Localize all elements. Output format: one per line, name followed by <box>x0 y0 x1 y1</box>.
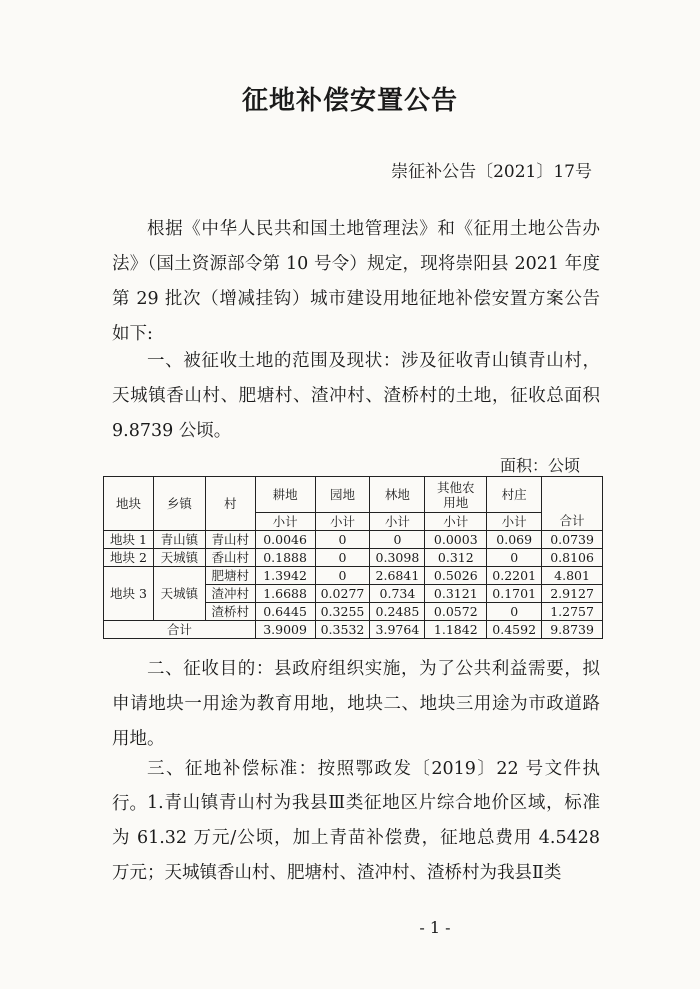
cell-town: 青山镇 <box>153 531 205 549</box>
header-block: 地块 <box>104 477 154 531</box>
table-row <box>104 531 603 549</box>
cell-total: 0.8106 <box>542 549 603 567</box>
cell-farmland: 1.3942 <box>255 567 315 585</box>
cell-garden: 0 <box>315 531 370 549</box>
paragraph-purpose: 二、征收目的：县政府组织实施，为了公共利益需要，拟申请地块一用途为教育用地，地块二、地块三用途为市政道路用地。 <box>112 659 600 749</box>
table-row <box>104 549 603 567</box>
cell-forest: 0.734 <box>370 585 425 603</box>
document-number: 崇征补公告〔2021〕17号 <box>391 162 592 182</box>
cell-farmland: 0.6445 <box>255 603 315 621</box>
subtotal-label: 小计 <box>315 513 370 531</box>
paragraph-detail: 1.青山镇青山村为我县Ⅲ类征地区片综合地价区域，标准为 61.32 万元/公顷，加上青苗补偿费，征地总费用 4.5428 万元；天城镇香山村、肥塘村、渣冲村、渣桥村为我县Ⅱ类 <box>112 793 600 883</box>
paragraph-standard: 三、征地补偿标准：按照鄂政发〔2019〕22 号文件执行。 <box>112 759 600 814</box>
table-unit-label: 面积：公顷 <box>499 456 580 475</box>
document-title: 征地补偿安置公告 <box>241 86 458 116</box>
cell-forest: 0.2485 <box>370 603 425 621</box>
subtotal-label: 小计 <box>370 513 425 531</box>
header-settlement: 村庄 <box>487 477 542 513</box>
header-other-ag: 其他农 用地 <box>425 477 487 513</box>
cell-block: 地块 3 <box>104 567 154 621</box>
cell-block: 地块 1 <box>104 531 154 549</box>
cell-forest: 0.3098 <box>370 549 425 567</box>
cell-farmland: 0.1888 <box>255 549 315 567</box>
cell-settlement: 0.069 <box>487 531 542 549</box>
cell-total: 4.801 <box>542 567 603 585</box>
cell-town: 天城镇 <box>153 567 205 621</box>
sum-garden: 0.3532 <box>315 621 370 639</box>
cell-farmland: 1.6688 <box>255 585 315 603</box>
cell-garden: 0 <box>315 549 370 567</box>
paragraph-intro: 根据《中华人民共和国土地管理法》和《征用土地公告办法》（国土资源部令第 10 号令）规定，现将崇阳县 2021 年度第 29 批次（增减挂钩）城市建设用地征地补偿安置方案公告如下: <box>112 219 600 344</box>
cell-other: 0.312 <box>425 549 487 567</box>
cell-forest: 0 <box>370 531 425 549</box>
total-label: 合计 <box>542 513 603 531</box>
cell-settlement: 0 <box>487 549 542 567</box>
cell-village: 青山村 <box>205 531 255 549</box>
cell-other: 0.5026 <box>425 567 487 585</box>
cell-village: 香山村 <box>205 549 255 567</box>
subtotal-label: 小计 <box>487 513 542 531</box>
sum-farmland: 3.9009 <box>255 621 315 639</box>
sum-label: 合计 <box>104 621 256 639</box>
cell-garden: 0 <box>315 567 370 585</box>
cell-farmland: 0.0046 <box>255 531 315 549</box>
cell-garden: 0.0277 <box>315 585 370 603</box>
sum-other: 1.1842 <box>425 621 487 639</box>
cell-total: 2.9127 <box>542 585 603 603</box>
cell-village: 渣冲村 <box>205 585 255 603</box>
cell-other: 0.0572 <box>425 603 487 621</box>
page-number: - 1 - <box>419 918 451 937</box>
cell-other: 0.0003 <box>425 531 487 549</box>
cell-settlement: 0.1701 <box>487 585 542 603</box>
table-sum-row <box>104 621 603 639</box>
cell-garden: 0.3255 <box>315 603 370 621</box>
cell-total: 1.2757 <box>542 603 603 621</box>
cell-village: 肥塘村 <box>205 567 255 585</box>
cell-block: 地块 2 <box>104 549 154 567</box>
cell-town: 天城镇 <box>153 549 205 567</box>
sum-total: 9.8739 <box>542 621 603 639</box>
header-village: 村 <box>205 477 255 531</box>
header-forest: 林地 <box>370 477 425 513</box>
cell-other: 0.3121 <box>425 585 487 603</box>
cell-village: 渣桥村 <box>205 603 255 621</box>
paragraph-scope: 一、被征收土地的范围及现状：涉及征收青山镇青山村，天城镇香山村、肥塘村、渣冲村、渣桥村的土地，征收总面积 9.8739 公顷。 <box>112 351 600 441</box>
header-town: 乡镇 <box>153 477 205 531</box>
cell-settlement: 0 <box>487 603 542 621</box>
cell-settlement: 0.2201 <box>487 567 542 585</box>
table-header-row <box>104 477 603 513</box>
subtotal-label: 小计 <box>425 513 487 531</box>
cell-forest: 2.6841 <box>370 567 425 585</box>
header-garden: 园地 <box>315 477 370 513</box>
header-blank <box>542 477 603 513</box>
cell-total: 0.0739 <box>542 531 603 549</box>
header-farmland: 耕地 <box>255 477 315 513</box>
sum-forest: 3.9764 <box>370 621 425 639</box>
land-table <box>103 476 603 639</box>
sum-settlement: 0.4592 <box>487 621 542 639</box>
subtotal-label: 小计 <box>255 513 315 531</box>
table-row <box>104 567 603 585</box>
